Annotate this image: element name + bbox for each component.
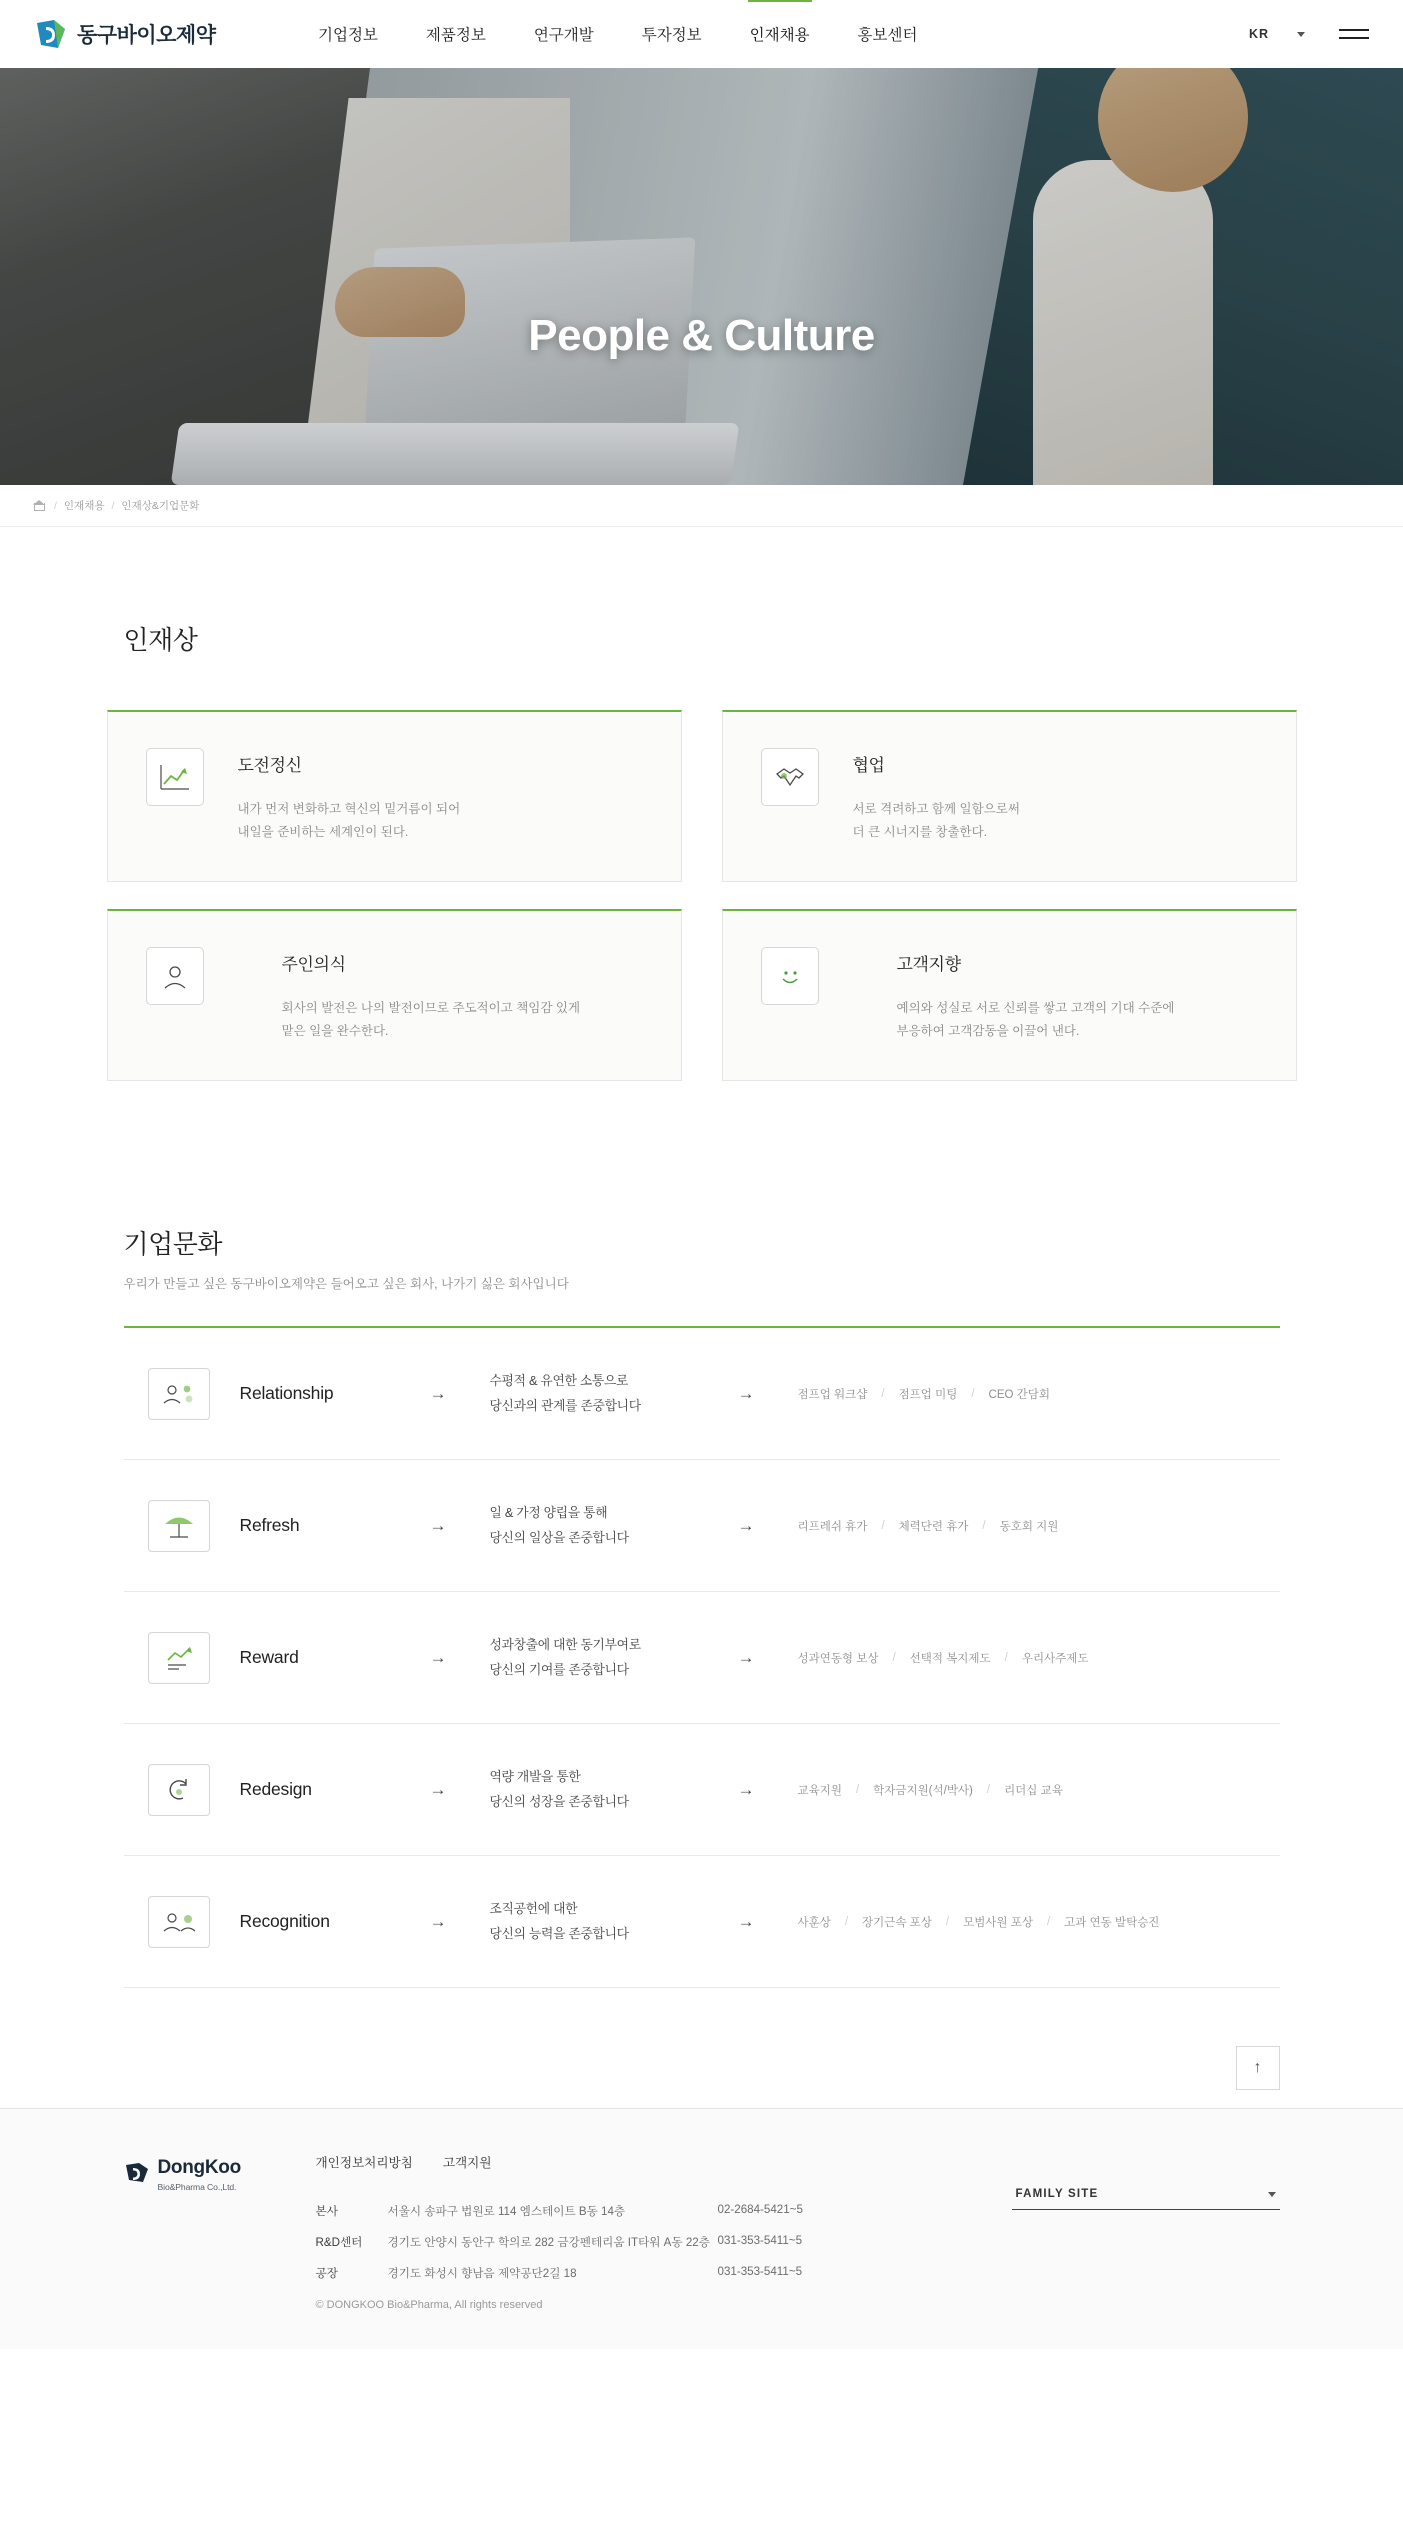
culture-row-tags: [798, 1914, 1160, 1930]
reward-chart-icon: [148, 1632, 210, 1684]
footer-logo[interactable]: [124, 2152, 316, 2311]
nav-item-investment[interactable]: 투자정보: [641, 27, 702, 44]
arrow-right-icon-2: →: [737, 1911, 755, 1931]
nav-item-company[interactable]: 기업정보: [318, 27, 378, 44]
smile-face-icon: [761, 947, 819, 1005]
culture-row-name: Redesign: [239, 1779, 312, 1799]
footer-address-tel: 02-2684-5421~5: [717, 2203, 803, 2216]
culture-section-subtitle: 우리가 만들고 싶은 동구바이오제약은 들어오고 싶은 회사, 나가기 싫은 회사입니다: [123, 1277, 569, 1291]
talent-card-desc-line2: 내일을 준비하는 세계인이 된다.: [237, 825, 409, 840]
culture-row-desc-line1: 성과창출에 대한 동기부여로: [489, 1636, 641, 1652]
arrow-right-icon: →: [429, 1383, 447, 1403]
culture-row-name: Relationship: [239, 1383, 334, 1403]
arrow-right-icon: →: [429, 1779, 447, 1799]
handshake-collab-icon: [761, 748, 819, 806]
breadcrumb-separator-1: /: [54, 499, 57, 512]
talent-card-desc-line1: 내가 먼저 변화하고 혁신의 밑거름이 되어: [237, 802, 461, 816]
culture-tag: CEO 간담회: [988, 1388, 1050, 1401]
person-ownership-icon: [146, 947, 204, 1005]
culture-row-desc-line1: 수평적 & 유연한 소통으로: [489, 1372, 629, 1388]
culture-tag: 리더십 교육: [1004, 1784, 1063, 1797]
culture-tag: 성과연동형 보상: [797, 1652, 879, 1665]
footer-addresses: [316, 2171, 1012, 2311]
logo-text: 동구바이오제약: [77, 24, 216, 47]
culture-row-desc-line2: 당신의 일상을 존중합니다: [489, 1529, 629, 1545]
talent-card-ownership: [107, 909, 682, 1081]
main-nav: [294, 0, 1249, 69]
talent-card-title: 주인의식: [281, 955, 346, 974]
footer-address-label: 공장: [315, 2267, 338, 2280]
arrow-right-icon-2: →: [737, 1515, 755, 1535]
culture-tag: 교육지원: [797, 1784, 842, 1797]
culture-tag: 사훈상: [797, 1916, 831, 1929]
redesign-loop-icon: [148, 1764, 210, 1816]
tag-separator: /: [971, 1387, 975, 1400]
culture-tag: 선택적 복지제도: [909, 1652, 991, 1665]
culture-row-name: Reward: [239, 1647, 299, 1667]
footer-right: [1012, 2152, 1280, 2311]
people-relationship-icon: [148, 1368, 210, 1420]
language-selector[interactable]: [1249, 27, 1305, 41]
tag-separator: /: [982, 1519, 986, 1532]
talent-card-customer: [722, 909, 1297, 1081]
culture-row-reward: [124, 1592, 1280, 1724]
arrow-right-icon: →: [429, 1647, 447, 1667]
chevron-down-icon: [1297, 32, 1305, 37]
footer-address-row: [316, 2265, 1012, 2281]
culture-row-relationship: [124, 1328, 1280, 1460]
culture-row-desc-line1: 일 & 가정 양립을 통해: [489, 1504, 608, 1520]
footer-address-text: 경기도 화성시 향남음 제약공단2길 18: [387, 2267, 577, 2280]
culture-tag: 학자금지원(석/박사): [873, 1784, 973, 1797]
breadcrumb-item-current: 인재상&기업문화: [121, 500, 200, 512]
talent-section-title: 인재상: [123, 625, 198, 655]
footer-logo-sub: Bio&Pharma Co.,Ltd.: [157, 2182, 237, 2192]
family-site-label: FAMILY SITE: [1015, 2188, 1099, 2200]
culture-tag: 동호회 지원: [999, 1520, 1059, 1533]
site-footer: [0, 2108, 1403, 2349]
footer-link-support[interactable]: 고객지원: [442, 2156, 492, 2170]
scroll-top-area: [107, 1988, 1297, 2108]
culture-row-recognition: [124, 1856, 1280, 1988]
culture-tag: 점프업 워크샵: [797, 1388, 868, 1401]
tag-separator: /: [1046, 1915, 1051, 1928]
talent-card-desc-line1: 예의와 성실로 서로 신뢰를 쌓고 고객의 기대 수준에: [896, 1001, 1175, 1015]
language-label: KR: [1248, 27, 1269, 41]
arrow-up-icon[interactable]: ↑: [1236, 2046, 1280, 2090]
culture-row-desc-line2: 당신과의 관계를 존중합니다: [489, 1397, 641, 1413]
footer-address-tel: 031-353-5411~5: [717, 2234, 803, 2247]
tag-separator: /: [1004, 1651, 1008, 1664]
talent-card-title: 도전정신: [237, 756, 302, 775]
talent-card-desc-line1: 서로 격려하고 함께 일함으로써: [852, 802, 1020, 816]
culture-tag: 점프업 미팅: [898, 1388, 958, 1401]
tag-separator: /: [945, 1915, 950, 1928]
footer-address-label: 본사: [315, 2205, 338, 2218]
parasol-refresh-icon: [148, 1500, 210, 1552]
talent-card-title: 고객지향: [896, 955, 961, 974]
arrow-right-icon-2: →: [737, 1779, 755, 1799]
talent-section: [107, 527, 1297, 1108]
culture-section-title: 기업문화: [123, 1229, 222, 1259]
breadcrumb: [0, 485, 1403, 527]
page-title: People & Culture: [528, 311, 875, 360]
culture-tag: 리프레쉬 휴가: [797, 1520, 868, 1533]
hero-banner: [0, 68, 1403, 485]
talent-card-grid: [107, 710, 1297, 1108]
culture-tag: 우리사주제도: [1021, 1652, 1089, 1665]
footer-link-privacy[interactable]: 개인정보처리방침: [315, 2156, 413, 2170]
tag-separator: /: [855, 1783, 860, 1796]
footer-links: [316, 2152, 546, 2171]
home-icon[interactable]: [34, 500, 47, 511]
culture-tag: 고과 연동 발탁승진: [1064, 1916, 1160, 1929]
culture-row-tags: [798, 1386, 1050, 1402]
culture-row-tags: [798, 1650, 1089, 1666]
footer-logo-name: DongKoo: [157, 2157, 241, 2178]
dongkoo-footer-logo-icon: [124, 2161, 150, 2183]
talent-card-desc-line2: 더 큰 시너지를 창출한다.: [852, 825, 988, 840]
culture-row-desc-line2: 당신의 성장을 존중합니다: [489, 1793, 629, 1809]
talent-card-desc-line2: 부응하여 고객감동을 이끌어 낸다.: [896, 1024, 1080, 1039]
footer-address-row: [316, 2203, 1012, 2219]
culture-row-tags: [798, 1518, 1059, 1534]
culture-tag: 장기근속 포상: [862, 1916, 932, 1929]
arrow-right-icon: →: [429, 1515, 447, 1535]
talent-card-title: 협업: [852, 756, 885, 775]
tag-separator: /: [986, 1783, 991, 1796]
breadcrumb-separator-2: /: [111, 499, 115, 512]
nav-item-rnd[interactable]: 연구개발: [533, 27, 594, 44]
footer-address-row: [316, 2234, 1012, 2250]
arrow-right-icon: →: [429, 1911, 447, 1931]
culture-tag: 체력단련 휴가: [898, 1520, 969, 1533]
recognition-people-icon: [148, 1896, 210, 1948]
chevron-down-icon: [1268, 2192, 1276, 2197]
culture-section: [107, 1108, 1297, 1988]
hero-overlay: [0, 68, 1403, 485]
tag-separator: /: [892, 1651, 896, 1664]
breadcrumb-item-recruit[interactable]: 인재채용: [63, 500, 105, 512]
culture-row-name: Recognition: [239, 1911, 330, 1931]
culture-row-tags: [798, 1782, 1063, 1798]
arrow-right-icon-2: →: [737, 1383, 755, 1403]
talent-card-desc-line2: 맡은 일을 완수한다.: [281, 1024, 389, 1039]
talent-card-challenge: [107, 710, 682, 882]
tag-separator: /: [844, 1915, 849, 1928]
tag-separator: /: [881, 1519, 885, 1532]
growth-chart-icon: [146, 748, 204, 806]
nav-item-products[interactable]: 제품정보: [425, 27, 486, 44]
culture-row-name: Refresh: [239, 1515, 300, 1535]
hamburger-menu-icon[interactable]: [1339, 23, 1369, 45]
culture-row-redesign: [124, 1724, 1280, 1856]
dongkoo-logo-icon: [34, 17, 68, 51]
arrow-right-icon-2: →: [737, 1647, 755, 1667]
culture-row-refresh: [124, 1460, 1280, 1592]
culture-row-desc-line1: 역량 개발을 통한: [489, 1768, 581, 1784]
nav-item-pr[interactable]: 홍보센터: [857, 27, 918, 44]
culture-tag: 모범사원 포상: [963, 1916, 1033, 1929]
talent-card-desc-line1: 회사의 발전은 나의 발전이므로 주도적이고 책임감 있게: [281, 1001, 581, 1015]
family-site-select[interactable]: [1012, 2180, 1280, 2210]
footer-address-tel: 031-353-5411~5: [717, 2265, 803, 2278]
talent-card-collaboration: [722, 710, 1297, 882]
culture-row-desc-line2: 당신의 능력을 존중합니다: [489, 1925, 629, 1941]
site-header: [0, 0, 1403, 68]
footer-address-text: 서울시 송파구 법원로 114 엠스테이트 B동 14층: [387, 2205, 626, 2218]
footer-address-text: 경기도 안양시 동안구 학의로 282 금강펜테리움 IT타워 A동 22층: [387, 2236, 710, 2249]
nav-item-recruit[interactable]: 인재채용: [726, 0, 834, 69]
tag-separator: /: [881, 1387, 885, 1400]
footer-copyright: © DONGKOO Bio&Pharma, All rights reserved: [315, 2299, 543, 2311]
culture-list: [124, 1326, 1280, 1988]
culture-row-desc-line2: 당신의 기여를 존중합니다: [489, 1661, 629, 1677]
logo-link[interactable]: [34, 17, 284, 51]
culture-row-desc-line1: 조직공헌에 대한: [489, 1900, 578, 1916]
footer-address-label: R&D센터: [315, 2236, 363, 2249]
